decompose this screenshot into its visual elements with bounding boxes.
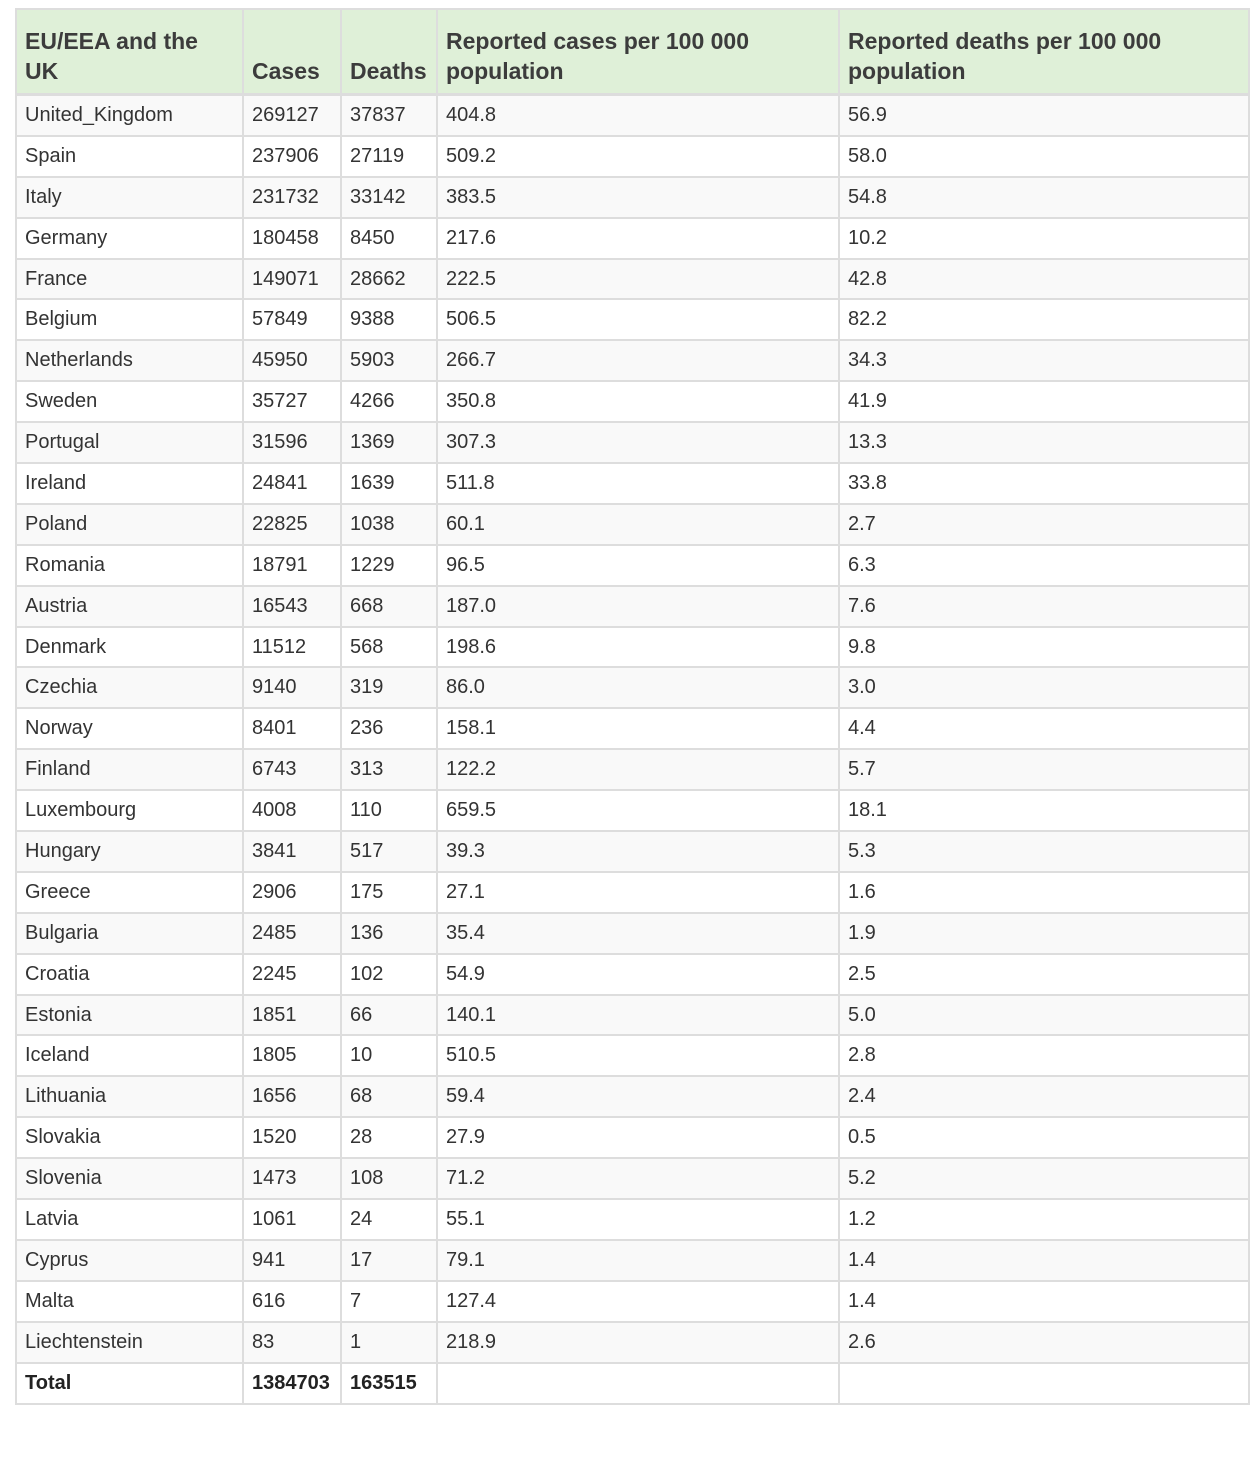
header-cases: Cases (243, 9, 341, 95)
header-cases-per-100k: Reported cases per 100 000 population (437, 9, 839, 95)
cell-country: Spain (16, 136, 243, 177)
cell-country: Cyprus (16, 1240, 243, 1281)
cell-cases-per-100k: 122.2 (437, 749, 839, 790)
cell-deaths-per-100k: 56.9 (839, 95, 1249, 136)
cell-deaths: 27119 (341, 136, 437, 177)
cell-cases-per-100k: 27.1 (437, 872, 839, 913)
table-row (16, 504, 1249, 545)
cell-cases: 9140 (243, 667, 341, 708)
cell-cases-per-100k: 54.9 (437, 954, 839, 995)
cell-cases-per-100k: 79.1 (437, 1240, 839, 1281)
cell-cases-per-100k: 86.0 (437, 667, 839, 708)
cell-deaths: 28662 (341, 259, 437, 300)
cell-cases-per-100k: 127.4 (437, 1281, 839, 1322)
cell-cases: 941 (243, 1240, 341, 1281)
cell-country: Italy (16, 177, 243, 218)
cell-deaths: 102 (341, 954, 437, 995)
cell-deaths-per-100k: 6.3 (839, 545, 1249, 586)
cell-country: United_Kingdom (16, 95, 243, 136)
cell-cases-per-100k: 55.1 (437, 1199, 839, 1240)
cell-cases-per-100k: 217.6 (437, 218, 839, 259)
cell-country: Hungary (16, 831, 243, 872)
cell-deaths-per-100k: 82.2 (839, 299, 1249, 340)
table-row (16, 177, 1249, 218)
cell-country: Germany (16, 218, 243, 259)
cell-country: Norway (16, 708, 243, 749)
cell-deaths-per-100k: 4.4 (839, 708, 1249, 749)
cell-deaths: 1038 (341, 504, 437, 545)
table-row (16, 667, 1249, 708)
cell-deaths: 517 (341, 831, 437, 872)
table-row (16, 586, 1249, 627)
cell-deaths: 236 (341, 708, 437, 749)
cell-deaths: 4266 (341, 381, 437, 422)
cell-country: Lithuania (16, 1076, 243, 1117)
cell-country: Austria (16, 586, 243, 627)
cell-country: Estonia (16, 995, 243, 1036)
cell-cases-per-100k: 222.5 (437, 259, 839, 300)
cell-country: Poland (16, 504, 243, 545)
table-row (16, 299, 1249, 340)
cell-cases: 45950 (243, 340, 341, 381)
cell-deaths-per-100k: 3.0 (839, 667, 1249, 708)
cell-country: Malta (16, 1281, 243, 1322)
table-row (16, 1322, 1249, 1363)
header-country: EU/EEA and the UK (16, 9, 243, 95)
table-row (16, 1281, 1249, 1322)
cell-cases: 24841 (243, 463, 341, 504)
covid-cases-table (15, 8, 1250, 1405)
cell-cases-per-100k: 510.5 (437, 1035, 839, 1076)
cell-deaths-per-100k: 2.5 (839, 954, 1249, 995)
table-row (16, 218, 1249, 259)
cell-deaths: 10 (341, 1035, 437, 1076)
cell-cases: 18791 (243, 545, 341, 586)
cell-deaths: 1639 (341, 463, 437, 504)
cell-cases-per-100k: 96.5 (437, 545, 839, 586)
cell-cases: 1520 (243, 1117, 341, 1158)
cell-cases-per-100k: 59.4 (437, 1076, 839, 1117)
total-deaths-per-100k (839, 1363, 1249, 1404)
cell-cases-per-100k: 27.9 (437, 1117, 839, 1158)
cell-deaths-per-100k: 1.4 (839, 1281, 1249, 1322)
cell-cases-per-100k: 659.5 (437, 790, 839, 831)
table-row (16, 913, 1249, 954)
cell-deaths-per-100k: 18.1 (839, 790, 1249, 831)
cell-deaths-per-100k: 13.3 (839, 422, 1249, 463)
table-row (16, 1117, 1249, 1158)
table-row (16, 1199, 1249, 1240)
header-deaths-per-100k: Reported deaths per 100 000 population (839, 9, 1249, 95)
cell-cases: 57849 (243, 299, 341, 340)
cell-deaths-per-100k: 1.2 (839, 1199, 1249, 1240)
header-row (16, 9, 1249, 95)
cell-cases-per-100k: 198.6 (437, 627, 839, 668)
table-row (16, 381, 1249, 422)
cell-cases: 31596 (243, 422, 341, 463)
cell-cases-per-100k: 350.8 (437, 381, 839, 422)
cell-country: Luxembourg (16, 790, 243, 831)
cell-deaths: 28 (341, 1117, 437, 1158)
cell-country: Czechia (16, 667, 243, 708)
cell-cases: 11512 (243, 627, 341, 668)
cell-deaths-per-100k: 41.9 (839, 381, 1249, 422)
cell-cases: 1473 (243, 1158, 341, 1199)
cell-cases-per-100k: 140.1 (437, 995, 839, 1036)
cell-deaths: 110 (341, 790, 437, 831)
table-row (16, 1076, 1249, 1117)
table-row (16, 1158, 1249, 1199)
cell-deaths: 5903 (341, 340, 437, 381)
total-cases: 1384703 (243, 1363, 341, 1404)
cell-deaths-per-100k: 2.7 (839, 504, 1249, 545)
cell-deaths: 668 (341, 586, 437, 627)
cell-deaths: 68 (341, 1076, 437, 1117)
cell-deaths-per-100k: 54.8 (839, 177, 1249, 218)
cell-cases: 1656 (243, 1076, 341, 1117)
table-row (16, 872, 1249, 913)
cell-country: Netherlands (16, 340, 243, 381)
cell-cases-per-100k: 39.3 (437, 831, 839, 872)
table-header (16, 9, 1249, 95)
table-row (16, 95, 1249, 136)
cell-deaths-per-100k: 5.3 (839, 831, 1249, 872)
cell-deaths-per-100k: 2.8 (839, 1035, 1249, 1076)
cell-cases-per-100k: 509.2 (437, 136, 839, 177)
cell-country: Bulgaria (16, 913, 243, 954)
cell-cases: 8401 (243, 708, 341, 749)
total-label: Total (16, 1363, 243, 1404)
cell-country: Ireland (16, 463, 243, 504)
cell-country: Finland (16, 749, 243, 790)
cell-country: Slovakia (16, 1117, 243, 1158)
cell-cases: 22825 (243, 504, 341, 545)
table-row (16, 954, 1249, 995)
cell-cases: 2245 (243, 954, 341, 995)
table-row (16, 627, 1249, 668)
cell-country: France (16, 259, 243, 300)
cell-cases: 1805 (243, 1035, 341, 1076)
table-row (16, 463, 1249, 504)
cell-country: Greece (16, 872, 243, 913)
cell-deaths-per-100k: 1.9 (839, 913, 1249, 954)
total-cases-per-100k (437, 1363, 839, 1404)
cell-cases: 83 (243, 1322, 341, 1363)
table-row (16, 995, 1249, 1036)
cell-country: Iceland (16, 1035, 243, 1076)
cell-cases: 237906 (243, 136, 341, 177)
cell-cases: 2485 (243, 913, 341, 954)
cell-deaths-per-100k: 5.0 (839, 995, 1249, 1036)
cell-deaths-per-100k: 2.6 (839, 1322, 1249, 1363)
cell-deaths-per-100k: 10.2 (839, 218, 1249, 259)
table-body (16, 95, 1249, 1363)
table-row (16, 259, 1249, 300)
table-row (16, 1240, 1249, 1281)
cell-deaths: 175 (341, 872, 437, 913)
cell-deaths: 108 (341, 1158, 437, 1199)
cell-deaths: 7 (341, 1281, 437, 1322)
cell-cases: 4008 (243, 790, 341, 831)
cell-deaths: 568 (341, 627, 437, 668)
cell-cases-per-100k: 71.2 (437, 1158, 839, 1199)
cell-country: Sweden (16, 381, 243, 422)
table-row (16, 545, 1249, 586)
cell-deaths-per-100k: 1.4 (839, 1240, 1249, 1281)
cell-deaths: 319 (341, 667, 437, 708)
table-row (16, 422, 1249, 463)
cell-cases-per-100k: 60.1 (437, 504, 839, 545)
table-row (16, 790, 1249, 831)
cell-cases-per-100k: 383.5 (437, 177, 839, 218)
cell-deaths: 1229 (341, 545, 437, 586)
cell-deaths-per-100k: 0.5 (839, 1117, 1249, 1158)
cell-deaths: 136 (341, 913, 437, 954)
cell-deaths: 24 (341, 1199, 437, 1240)
cell-cases-per-100k: 187.0 (437, 586, 839, 627)
cell-cases-per-100k: 266.7 (437, 340, 839, 381)
cell-country: Portugal (16, 422, 243, 463)
cell-cases: 180458 (243, 218, 341, 259)
total-row (16, 1363, 1249, 1404)
cell-cases: 35727 (243, 381, 341, 422)
cell-deaths-per-100k: 42.8 (839, 259, 1249, 300)
cell-cases: 616 (243, 1281, 341, 1322)
cell-deaths-per-100k: 33.8 (839, 463, 1249, 504)
cell-deaths-per-100k: 7.6 (839, 586, 1249, 627)
cell-country: Slovenia (16, 1158, 243, 1199)
cell-deaths: 33142 (341, 177, 437, 218)
cell-deaths-per-100k: 5.2 (839, 1158, 1249, 1199)
cell-cases-per-100k: 218.9 (437, 1322, 839, 1363)
cell-cases-per-100k: 158.1 (437, 708, 839, 749)
cell-cases: 2906 (243, 872, 341, 913)
cell-deaths: 1 (341, 1322, 437, 1363)
cell-deaths-per-100k: 34.3 (839, 340, 1249, 381)
cell-cases: 1851 (243, 995, 341, 1036)
cell-country: Croatia (16, 954, 243, 995)
cell-cases-per-100k: 307.3 (437, 422, 839, 463)
table-row (16, 708, 1249, 749)
cell-cases: 231732 (243, 177, 341, 218)
cell-deaths: 1369 (341, 422, 437, 463)
table-footer (16, 1363, 1249, 1404)
cell-cases: 6743 (243, 749, 341, 790)
total-deaths: 163515 (341, 1363, 437, 1404)
header-deaths: Deaths (341, 9, 437, 95)
cell-country: Latvia (16, 1199, 243, 1240)
table-row (16, 831, 1249, 872)
cell-deaths-per-100k: 9.8 (839, 627, 1249, 668)
cell-cases: 16543 (243, 586, 341, 627)
cell-deaths: 66 (341, 995, 437, 1036)
cell-deaths: 313 (341, 749, 437, 790)
table-row (16, 1035, 1249, 1076)
cell-cases-per-100k: 35.4 (437, 913, 839, 954)
cell-cases: 269127 (243, 95, 341, 136)
table-row (16, 340, 1249, 381)
cell-cases: 149071 (243, 259, 341, 300)
cell-deaths: 9388 (341, 299, 437, 340)
cell-country: Belgium (16, 299, 243, 340)
cell-cases: 3841 (243, 831, 341, 872)
cell-cases: 1061 (243, 1199, 341, 1240)
cell-deaths-per-100k: 2.4 (839, 1076, 1249, 1117)
table-row (16, 749, 1249, 790)
cell-cases-per-100k: 506.5 (437, 299, 839, 340)
cell-deaths: 17 (341, 1240, 437, 1281)
cell-deaths-per-100k: 58.0 (839, 136, 1249, 177)
cell-country: Romania (16, 545, 243, 586)
cell-cases-per-100k: 404.8 (437, 95, 839, 136)
cell-deaths: 37837 (341, 95, 437, 136)
cell-cases-per-100k: 511.8 (437, 463, 839, 504)
table-row (16, 136, 1249, 177)
cell-deaths: 8450 (341, 218, 437, 259)
cell-deaths-per-100k: 1.6 (839, 872, 1249, 913)
cell-country: Denmark (16, 627, 243, 668)
cell-deaths-per-100k: 5.7 (839, 749, 1249, 790)
cell-country: Liechtenstein (16, 1322, 243, 1363)
